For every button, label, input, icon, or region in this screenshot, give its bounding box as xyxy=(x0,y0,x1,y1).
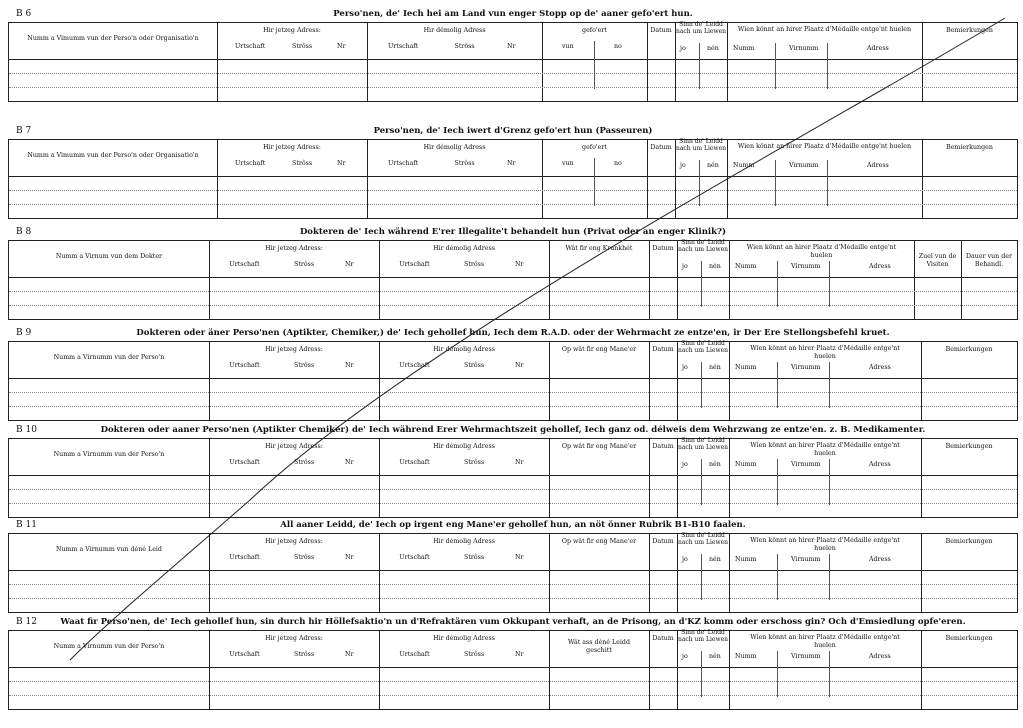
address-header: Hir jetzeg Adress: xyxy=(265,538,323,545)
section-b-7 xyxy=(8,126,1018,220)
yes-no-divider xyxy=(701,261,702,307)
street-label: Strôss xyxy=(292,43,313,50)
street-label: Strôss xyxy=(294,459,315,466)
fled-header: gefo'ert xyxy=(582,27,607,34)
yes-no-divider xyxy=(699,160,700,206)
town-label: Urtschaft xyxy=(399,261,430,268)
no-label: nén xyxy=(709,653,721,660)
address-label: Adress xyxy=(869,263,891,270)
header-divider xyxy=(9,378,1017,379)
section-code: B 8 xyxy=(16,227,32,237)
firstname-label: Virnumm xyxy=(791,556,821,563)
yes-no-divider xyxy=(701,459,702,505)
section-title: Perso'nen, de' Iech hei am Land vun enger Stopp op de' aaner gefo'ert hun. xyxy=(333,9,693,19)
town-label: Urtschaft xyxy=(399,362,430,369)
name-column-label: Numm a Virnum vun dem Dokter xyxy=(55,253,163,260)
number-label: Nr xyxy=(507,160,516,167)
town-label: Urtschaft xyxy=(235,43,266,50)
medal-divider xyxy=(829,261,830,307)
yes-label: jo xyxy=(680,162,686,169)
address-label: Adress xyxy=(869,556,891,563)
alive-header: Sinn de' Leidd nach um Liewen xyxy=(677,532,729,546)
address-header: Hir jetzeg Adress: xyxy=(263,27,321,34)
surname-label: Numm xyxy=(735,364,757,371)
town-label: Urtschaft xyxy=(388,43,419,50)
name-column-label: Numm a Virnumm vun déné Leid xyxy=(56,546,162,553)
alive-header: Sinn de' Leidd nach um Liewen xyxy=(677,629,729,643)
number-label: Nr xyxy=(337,43,346,50)
date-header: Datum xyxy=(652,346,674,353)
section-header xyxy=(8,425,1018,439)
remarks-header: Bemierkungen xyxy=(945,635,993,642)
section-title: Dokteren oder aaner Perso'nen (Aptikter Chemiker) de' Iech während Erer Wehrmachtszeit gehollef, Iech ganz od. délweis dem Wehrzwang ze entze'en. z. B. Medikamenter. xyxy=(100,425,926,435)
number-label: Nr xyxy=(515,554,524,561)
address-header: Hir démolig Adress xyxy=(433,346,495,353)
header-divider xyxy=(9,667,1017,668)
town-label: Urtschaft xyxy=(399,459,430,466)
entry-row-divider xyxy=(9,503,1017,504)
date-header: Datum xyxy=(652,443,674,450)
to-label: no xyxy=(614,160,622,167)
address-header: Hir démolig Adress xyxy=(433,245,495,252)
town-label: Urtschaft xyxy=(235,160,266,167)
entry-row-divider xyxy=(9,584,1017,585)
date-header: Datum xyxy=(652,245,674,252)
header-divider xyxy=(9,59,1017,60)
medal-header: Wien könnt an hirer Plaatz d'Médaille entge'nt huelen xyxy=(737,26,912,33)
disease-header: Wât fir eng Krankhét xyxy=(565,245,633,252)
column-divider xyxy=(729,534,730,612)
yes-no-divider xyxy=(701,362,702,408)
section-code: B 10 xyxy=(16,425,37,435)
medal-divider xyxy=(829,362,830,408)
name-column-label: Numm a Vimumm vun der Perso'n oder Organisatio'n xyxy=(27,152,199,159)
date-header: Datum xyxy=(650,144,672,151)
entry-row-divider xyxy=(9,190,1017,191)
entry-row-divider xyxy=(9,87,1017,88)
section-table xyxy=(8,22,1018,102)
surname-label: Numm xyxy=(733,45,755,52)
what-happened-header: Wât ass déné Leidd geschitt xyxy=(568,639,630,654)
address-label: Adress xyxy=(869,364,891,371)
yes-label: jo xyxy=(682,556,688,563)
alive-header: Sinn de' Leidd nach um Liewen xyxy=(677,239,729,253)
section-b-12 xyxy=(8,617,1018,711)
no-label: nén xyxy=(709,263,721,270)
manner-header: Op wât fir eng Mane'er xyxy=(561,538,637,545)
medal-header: Wien könnt an hirer Plaatz d'Médaille entge'nt huelen xyxy=(750,634,900,649)
medal-divider xyxy=(827,43,828,89)
address-label: Adress xyxy=(867,45,889,52)
remarks-header: Bemierkungen xyxy=(945,538,993,545)
section-title: Dokteren oder äner Perso'nen (Aptikter, Chemiker,) de' Iech gehollef hun, Iech dem R.A.D. oder der Wehrmacht ze entze'en, ir Der Ere Stellongsbefehl kruet. xyxy=(136,328,890,338)
to-label: no xyxy=(614,43,622,50)
medal-divider xyxy=(775,160,776,206)
no-label: nén xyxy=(709,461,721,468)
firstname-label: Virnumm xyxy=(791,653,821,660)
street-label: Strôss xyxy=(464,261,485,268)
firstname-label: Virnumm xyxy=(789,45,819,52)
firstname-label: Virnumm xyxy=(789,162,819,169)
address-header: Hir jetzeg Adress: xyxy=(263,144,321,151)
entry-row-divider xyxy=(9,695,1017,696)
medal-divider xyxy=(829,651,830,697)
town-label: Urtschaft xyxy=(229,554,260,561)
number-label: Nr xyxy=(515,651,524,658)
name-column-label: Numm a Vimumm vun der Perso'n oder Organisatio'n xyxy=(27,35,199,42)
street-label: Strôss xyxy=(464,362,485,369)
remarks-header: Bemierkungen xyxy=(945,346,993,353)
address-header: Hir démolig Adress xyxy=(433,635,495,642)
from-label: vun xyxy=(562,43,574,50)
medal-divider xyxy=(829,554,830,600)
firstname-label: Virnumm xyxy=(791,263,821,270)
remarks-header: Bemierkungen xyxy=(946,27,993,34)
medal-divider xyxy=(777,261,778,307)
surname-label: Numm xyxy=(735,556,757,563)
surname-label: Numm xyxy=(735,653,757,660)
surname-label: Numm xyxy=(735,263,757,270)
medal-divider xyxy=(777,459,778,505)
section-title: All aaner Leidd, de' Iech op irgent eng Mane'er gehollef hun, an nöt önner Rubrik B1-B10 faalen. xyxy=(280,520,746,530)
street-label: Strôss xyxy=(294,362,315,369)
street-label: Strôss xyxy=(454,160,475,167)
entry-row-divider xyxy=(9,73,1017,74)
number-label: Nr xyxy=(515,362,524,369)
town-label: Urtschaft xyxy=(229,651,260,658)
number-label: Nr xyxy=(515,261,524,268)
section-b-10 xyxy=(8,425,1018,519)
yes-label: jo xyxy=(680,45,686,52)
medal-divider xyxy=(777,554,778,600)
firstname-label: Virnumm xyxy=(791,364,821,371)
section-title: Dokteren de' Iech während E'rer Illegalite't behandelt hun (Privat oder an enger Klinik?) xyxy=(299,227,727,237)
section-code: B 12 xyxy=(16,617,37,627)
medal-divider xyxy=(777,362,778,408)
number-label: Nr xyxy=(345,554,354,561)
medal-divider xyxy=(777,651,778,697)
section-header xyxy=(8,520,1018,534)
medal-divider xyxy=(775,43,776,89)
remarks-header: Bemierkungen xyxy=(946,144,993,151)
number-label: Nr xyxy=(507,43,516,50)
street-label: Strôss xyxy=(294,651,315,658)
yes-label: jo xyxy=(682,653,688,660)
remarks-header: Bemierkungen xyxy=(945,443,993,450)
entry-row-divider xyxy=(9,291,1017,292)
address-label: Adress xyxy=(867,162,889,169)
surname-label: Numm xyxy=(735,461,757,468)
number-label: Nr xyxy=(345,261,354,268)
street-label: Strôss xyxy=(464,554,485,561)
date-header: Datum xyxy=(652,635,674,642)
yes-no-divider xyxy=(699,43,700,89)
number-label: Nr xyxy=(345,651,354,658)
from-to-divider xyxy=(594,158,595,206)
column-divider xyxy=(729,631,730,709)
number-label: Nr xyxy=(345,459,354,466)
duration-header: Dauer vun der Behandl. xyxy=(965,253,1013,268)
town-label: Urtschaft xyxy=(388,160,419,167)
section-code: B 6 xyxy=(16,9,32,19)
yes-no-divider xyxy=(701,554,702,600)
section-title: Waat fir Perso'nen, de' Iech gehollef hun, sin durch hir Höllefsaktio'n un d'Refraktären vum Okkupant verhaft, an de Prisong, an d'KZ komm oder erschoss gin? Och d'Emsiedlung opfe'eren. xyxy=(60,617,966,627)
street-label: Strôss xyxy=(454,43,475,50)
entry-row-divider xyxy=(9,681,1017,682)
section-b-6 xyxy=(8,9,1018,103)
street-label: Strôss xyxy=(294,554,315,561)
visits-header: Zuel vun de Visiten xyxy=(918,253,957,268)
section-b-8 xyxy=(8,227,1018,321)
section-header xyxy=(8,617,1018,631)
address-header: Hir démolig Adress xyxy=(433,538,495,545)
address-header: Hir démolig Adress xyxy=(423,27,486,34)
section-b-11 xyxy=(8,520,1018,614)
name-column-label: Numm a Virnumm vun der Perso'n xyxy=(53,451,165,458)
section-table xyxy=(8,533,1018,613)
yes-no-divider xyxy=(701,651,702,697)
address-header: Hir démolig Adress xyxy=(423,144,486,151)
address-label: Adress xyxy=(869,653,891,660)
section-table xyxy=(8,438,1018,518)
column-divider xyxy=(727,140,728,218)
alive-header: Sinn de' Leidd nach um Liewen xyxy=(677,340,729,354)
entry-row-divider xyxy=(9,305,1017,306)
column-divider xyxy=(729,241,730,319)
column-divider xyxy=(727,23,728,101)
column-divider xyxy=(549,631,550,709)
medal-divider xyxy=(829,459,830,505)
manner-header: Op wât fir eng Mane'er xyxy=(561,346,637,353)
address-header: Hir jetzeg Adress: xyxy=(265,443,323,450)
medal-header: Wien könnt an hirer Plaatz d'Médaille entge'nt huelen xyxy=(737,143,912,150)
no-label: nén xyxy=(707,45,719,52)
yes-label: jo xyxy=(682,364,688,371)
manner-header: Op wât fir eng Mane'er xyxy=(561,443,637,450)
header-divider xyxy=(9,277,1017,278)
section-table xyxy=(8,341,1018,421)
alive-header: Sinn de' Leidd nach um Liewen xyxy=(675,21,727,35)
no-label: nén xyxy=(709,364,721,371)
number-label: Nr xyxy=(337,160,346,167)
alive-header: Sinn de' Leidd nach um Liewen xyxy=(677,437,729,451)
yes-label: jo xyxy=(682,461,688,468)
section-table xyxy=(8,630,1018,710)
yes-label: jo xyxy=(682,263,688,270)
number-label: Nr xyxy=(515,459,524,466)
street-label: Strôss xyxy=(464,459,485,466)
entry-row-divider xyxy=(9,489,1017,490)
date-header: Datum xyxy=(650,27,672,34)
number-label: Nr xyxy=(345,362,354,369)
town-label: Urtschaft xyxy=(229,261,260,268)
no-label: nén xyxy=(707,162,719,169)
medal-header: Wien könnt an hirer Plaatz d'Médaille entge'nt huelen xyxy=(750,345,900,360)
firstname-label: Virnumm xyxy=(791,461,821,468)
address-header: Hir jetzeg Adress: xyxy=(265,245,323,252)
entry-row-divider xyxy=(9,204,1017,205)
no-label: nén xyxy=(709,556,721,563)
section-b-9 xyxy=(8,328,1018,422)
section-header xyxy=(8,328,1018,342)
street-label: Strôss xyxy=(292,160,313,167)
medal-divider xyxy=(827,160,828,206)
medal-header: Wien könnt an hirer Plaatz d'Médaille entge'nt huelen xyxy=(746,244,897,259)
entry-row-divider xyxy=(9,392,1017,393)
address-label: Adress xyxy=(869,461,891,468)
section-table xyxy=(8,139,1018,219)
column-divider xyxy=(729,342,730,420)
section-header xyxy=(8,227,1018,241)
fled-header: gefo'ert xyxy=(582,144,607,151)
column-divider xyxy=(729,439,730,517)
town-label: Urtschaft xyxy=(229,459,260,466)
street-label: Strôss xyxy=(294,261,315,268)
town-label: Urtschaft xyxy=(399,554,430,561)
section-code: B 7 xyxy=(16,126,32,136)
from-label: vun xyxy=(562,160,574,167)
section-table xyxy=(8,240,1018,320)
entry-row-divider xyxy=(9,598,1017,599)
section-code: B 9 xyxy=(16,328,32,338)
medal-header: Wien könnt an hirer Plaatz d'Médaille entge'nt huelen xyxy=(750,537,900,552)
alive-header: Sinn de' Leidd nach um Liewen xyxy=(675,138,727,152)
header-divider xyxy=(9,176,1017,177)
address-header: Hir jetzeg Adress: xyxy=(265,346,323,353)
date-header: Datum xyxy=(652,538,674,545)
town-label: Urtschaft xyxy=(399,651,430,658)
address-header: Hir démolig Adress xyxy=(433,443,495,450)
section-code: B 11 xyxy=(16,520,37,530)
name-column-label: Numm a Virnumm vun der Perso'n xyxy=(53,643,165,650)
header-divider xyxy=(9,570,1017,571)
street-label: Strôss xyxy=(464,651,485,658)
town-label: Urtschaft xyxy=(229,362,260,369)
name-column-label: Numm a Virnumm vun der Perso'n xyxy=(53,354,165,361)
surname-label: Numm xyxy=(733,162,755,169)
section-header xyxy=(8,9,1018,23)
medal-header: Wien könnt an hirer Plaatz d'Médaille entge'nt huelen xyxy=(750,442,900,457)
section-header xyxy=(8,126,1018,140)
address-header: Hir jetzeg Adress: xyxy=(265,635,323,642)
entry-row-divider xyxy=(9,406,1017,407)
section-title: Perso'nen, de' Iech iwert d'Grenz gefo'ert hun (Passeuren) xyxy=(373,126,653,136)
header-divider xyxy=(9,475,1017,476)
from-to-divider xyxy=(594,41,595,89)
